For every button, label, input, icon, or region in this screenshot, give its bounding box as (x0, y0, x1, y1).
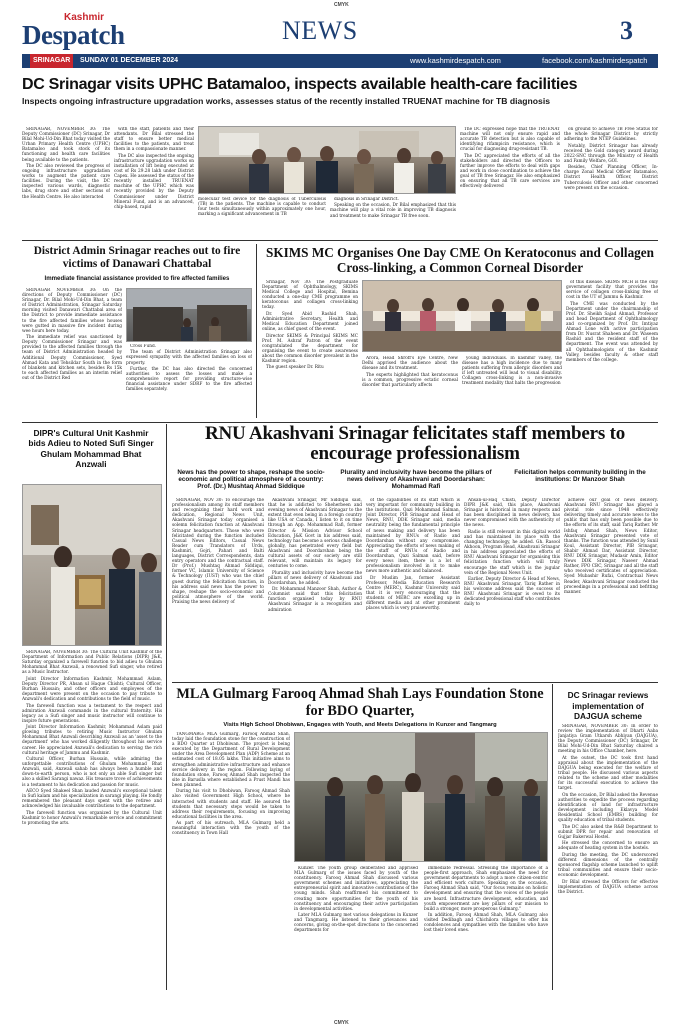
fire-paragraph: The team of District Administration Srinagar also expressed sympathy with the affected families on loss of property. (126, 350, 252, 366)
fire-headline: District Admin Srinagar reaches out to fire victims of Danawari Chattabal (33, 245, 241, 270)
rnu-subhead-1: News has the power to shape, reshape the socio-economic and political atmosphere of a country: Prof. (Dr.) Mushtaq Ahmad Siddique (177, 469, 325, 491)
fire-paragraph: Further, the DC has also directed the concerned authorities to assess the losses and make a comprehensive report for providing structure-wise financial assistance under SDRF to the fire affected families separately. (126, 366, 252, 393)
lead-paragraph: SRINAGAR, NOVEMBER 30: The Deputy Commissioner (DC) Srinagar, Dr Bilal Mohi-Ud-Din Bhat today visited the Urban Primary Health Centre (UPHC) Batamaloo and took stock of its functioning and health care facilities being available to the patients. (22, 127, 110, 163)
logo-top-text: Kashmir (64, 12, 105, 23)
section-divider (22, 240, 658, 241)
dajgua-paragraph: At the outset, the DC took first hand appraisal about the implementation of the DAJGUA being executed for the welfare of tribal people. He discussed various aspects related to the scheme and other modalities for its successful execution to achieve the target. (558, 755, 658, 792)
dipr-photo (22, 484, 162, 646)
website-link[interactable]: www.kashmirdespatch.com (410, 56, 501, 65)
mla-column-2 (294, 866, 418, 990)
logo-main-text: Despatch (22, 20, 125, 50)
rnu-column-5 (564, 498, 658, 678)
mla-photo-illustration (295, 733, 548, 862)
rnu-paragraph: achieve our goal of news delivery. Akashvani RNU Srinagar has played a pivotal role since 1948 effectively delivering timely and accurate news to the public that has only been possible due to the efforts of its staff, said Tariq Rather. Mr Ishfaq Ahmad Shah, News Editor, Akashvani Srinagar presented vote of thanks. The function was attended by Sunil Koul, Assistant Director, PIB Srinagar, Shabir Ahmad Dar, Assistant Director, RNU DDK Srinagar, Mudasir Amin, Editor News DDK Srinagar, Naseer Ahmad Rather, FPO CBC, Srinagar and all the staff who received certificates of appreciation. Syed Mubashir Rufai, Contractual News Reader, Akashvani Srinagar conducted the proceedings in a professional and befitting manner. (564, 498, 658, 595)
dajgua-paragraph: SRINAGAR, NOVEMBER 30: In order to review the implementation of Dharti Aaba Janjatiya Gram Utkarsh Abhiyan (DAJGUA), the Deputy Commissioner (DC) Srinagar, Dr Bilal Mohi-Ud-Din Bhat Saturday chaired a meeting in his Office Chamber, here. (558, 724, 658, 755)
dipr-paragraph: SRINAGAR, NOVEMBER 30: The Cultural Unit Kashmir of the Department of Information and Public Relations (DIPR) J&K, Saturday organized a farewell function to bid adieu to Ghulam Mohammad Bhat Anzwali, a renowned Sufi singer, who retired as a Music Instructor. (22, 650, 162, 676)
rnu-paragraph: SRINAGAR, NOV 30: To encourage the professionalism among its staff members and recognizing their hard work and dedication, Regional News Unit, Akashvani Srinagar today organised a solemn felicitation function at Akashvani Srinagar headquarters. Those who were felicitated during the function included Casual News Editors, Casual News Reader cum Translators of Urdu, Kashmiri, Gojri, Pahari and Balti languages, District Correspondents, data entry operators and the contractual staff. Dr (Prof.) Mushtaq Ahmad Siddiqui, former VC, Islamic University of Science & Technology (IUST) who was the chief guest during the felicitation function, in his address said news has the power to shape, reshape the socio-economic and political atmosphere of the world. Praising the news delivery of (172, 498, 264, 605)
dajgua-headline: DC Srinagar reviews implementation of DAJGUA scheme (567, 690, 649, 721)
lead-column-1 (22, 127, 110, 235)
fire-photo-illustration (127, 289, 252, 342)
skims-paragraph: The guest speaker Dr. Ritu (266, 365, 324, 371)
dajgua-paragraph: Dr Bilal stressed the Officers for effective implementation of DAJGUA scheme across the District. (558, 879, 658, 895)
rnu-column-4 (464, 498, 560, 678)
skims-photo (362, 280, 562, 352)
rnu-paragraph: Ahsan-ul-Haq Chisti, Deputy Director DIPR J&K said, this place, Akashvani Srinagar is historical in many respects and has been disciplined in news delivery, has never compromised with the authenticity of the news. (464, 498, 560, 529)
fire-photo (126, 288, 252, 342)
dajgua-column (558, 724, 658, 990)
fire-column-1 (22, 288, 122, 418)
masthead-logo (22, 10, 182, 54)
rnu-paragraph: Radio is still relevant in this digital world and has maintained its place with the changing technology, he added. Gh. Rasool Akhoon, Program Head, Akashvani Srinagar in his address appreciated the efforts of RNU Akashvani Srinagar for organising this felicitation function which will truly encourage the staff which is the jugular vein of the Regional News Unit. (464, 529, 560, 576)
mla-paragraph: immediate redressal. Stressing the importance of a people-first approach, Shah emphasized the need for government departments to adopt a more citizen-centric and efficient work culture. Speaking on the occasion, Farooq Ahmad Shah said, "Our focus remains on holistic development and ensuring that the voices of the people are heard. Infrastructure development, education, and youth empowerment are key pillars of our mission to build a stronger, more prosperous Gulmarg." (424, 866, 548, 912)
lead-column-5 (564, 127, 658, 237)
mla-photo (294, 732, 548, 862)
mla-paragraph: TANGMARG: MLA Gulmarg, Farooq Ahmad Shah, today laid the foundation stone for the construction of a BDO Quarter at Dhobiwan. The project is being executed by the Department of Rural Development under the Area Development Plan (ADP) Scheme at an estimated cost of 18.05 lakhs. This initiative aims to strengthen administrative infrastructure and enhance service delivery in the region. Following laying of foundation stone, Farooq Ahmad Shah inspected the site in Baruslla where established a Prust Mandi has been planned. (172, 732, 290, 788)
fire-column-2 (126, 344, 252, 418)
rnu-headline: RNU Akashvani Srinagar felicitates staff members to encourage professionalism (204, 423, 626, 464)
issue-date: SUNDAY 01 DECEMBER 2024 (80, 57, 179, 64)
skims-paragraph: The CME was conducted by the Department under the chairmanship of Prof. Dr. Sheikh Sajad Ahmad, Professor and head Department of Ophthalmology and co-organized by Prof. Dr. Imtiyaz Ahmad Lone with active participation from Dr. Nusrat Shaheen and Dr. Waseem Rashid and the resident staff of the department. The event was attended by all Ophthalmologists of the Kashmir Valley, besides faculty & other staff members of the college. (566, 301, 658, 363)
rnu-paragraph: Earlier, Deputy Director & Head of News, RNU Akashvani Srinagar, Tariq Rather in his welcome address said the success of RNU Akashvani Srinagar is owed to its dedicated professional staff who contributes daily to (464, 577, 560, 608)
mla-subhead: Visits High School Dhobiwan, Engages with Youth, and Meets Delegations in Kunzer and Tangmarg (223, 722, 497, 728)
lead-paragraph: The DC appreciated the efforts of all the stakeholders and directed the Officers to further improve the efforts to deal with gaps and work in close coordination to achieve the goal of TB free Srinagar. He also emphasized on ensuring that all TB care services are effectively delivered (460, 153, 560, 190)
skims-headline: SKIMS MC Organises One Day CME On Keratoconus and Collagen Cross-linking, a Common Corneal Disorder (266, 245, 654, 276)
mla-paragraph: During his visit to Dhobiwan, Farooq Ahmad Shah also visited Government High School, where he interacted with students and staff. He assured the students that necessary steps would be taken to address their requirements, focusing on improving educational facilities in the area. (172, 789, 290, 820)
dajgua-paragraph: The DC also asked the R&B Department to submit DPR for repair and renovation of Gujjar Bakerwal Hostel. (558, 824, 658, 840)
skims-column-4 (566, 280, 658, 420)
column-divider (256, 244, 257, 418)
mla-paragraph: Kunzer. The youth group deliberated and apprised MLA Gulmarg of the issues faced by youth of the constituency. Farooq Ahmad Shah discussed various government schemes and initiatives, appreciating the entrepreneurial spirit and innovative contributions of the young minds. Shah reaffirmed his commitment to creating more opportunities for the youth of his constituency and encouraging their active participation in developmental activities. (294, 866, 418, 912)
lead-photo-caption: molecular test device for the diagnosis of Tuberculosis (TB) in the patients. The machine is capable to conduct four tests simultaneously within approximately one hour, marking a significant advancement in TB (198, 197, 326, 218)
column-divider (552, 684, 553, 990)
lead-headline: DC Srinagar visits UPHC Batamaloo, inspects available health-care facilities (22, 76, 578, 93)
cmyk-marker-top: CMYK (334, 2, 349, 8)
dipr-photo-illustration (23, 485, 162, 646)
mla-column-3 (424, 866, 548, 990)
mla-column-1 (172, 732, 290, 990)
mla-paragraph: As part of his outreach, MLA Gulmarg held a meaningful interaction with the youth of the constituency in Town Hall (172, 821, 290, 837)
skims-paragraph: Director SKIMS & Principal SKIMS MC Prof. M. Ashraf Patron of the event congratulated the department for organising the event to create awareness about the common disorder prevalent in the Kashmir region. (262, 333, 358, 364)
lead-paragraph: on ground to achieve TB Free Status for the whole Srinagar District by strictly adhering to the NTEP Guidelines. (564, 127, 658, 143)
rnu-column-1 (172, 498, 264, 678)
dipr-paragraph: Joint Director Information Kashmir, Mohammad Aslam paid glowing tributes to retiring Music Instructor Ghulam Mohammad Bhat Anzwali describing Anzwali as an 'asset to the department' who has worked diligently throughout his service career. He appreciated Anzwali's dedication to serving the rich cultural heritage of Jammu and Kashmir. (22, 725, 162, 756)
rnu-paragraph: Akashvani Srinagar, Mr Siddiqui said, that he is addicted to Sheherbeen and evening news of Akashvani Srinagar to the extent that even being in a foreign country like USA or Canada, I listen to it on time through an App. Mohammad Rafi, former Director & Mission Advisor School Education, J&K Govt in his address said, technology has become a serious challenge globally, has penetrated every field but Akashvani and Doordarshan being the cultural assets of our society are still relevant, will maintain its legacy for centuries to come. (268, 498, 362, 570)
section-title: NEWS (282, 16, 358, 45)
lead-photo-illustration (199, 127, 456, 194)
skims-paragraph: Srinagar, Nov 30: The Postgraduate Department of Ophthalmology, SKIMS Medical College and Hospital, Bemina conducted a one-day CME programme on keratoconus and collagen cross-linking today. (262, 280, 358, 311)
rnu-paragraph: of the capabilities of its staff which is very important for community building in the institutions. Qazi Mohammad Salman, Joint Director, PIB Srinagar and Head of News, RNU, DDK Srinagar said, media neutrality being the fundamental principle of news making and delivery has been maintained by RNUs of Radio and Doordarshan without any compromise. Appreciating the efforts of news making of the staff of RNUs of Radio and Doordarshan, Qazi Salman said, before every news item, there is a lot of professionalism involved in it to make news more authentic and balanced. (366, 498, 460, 575)
dajgua-paragraph: During the meeting, the DC underscored different dimensions of the centrally sponsored flagship scheme launched to uplift tribal communities and ensure their socio-economic development. (558, 852, 658, 879)
mla-headline: MLA Gulmarg Farooq Ahmad Shah Lays Foundation Stone for BDO Quarter, (176, 686, 544, 719)
lead-column-3 (330, 197, 456, 237)
section-divider (172, 682, 658, 683)
rnu-column-3 (366, 498, 460, 678)
rnu-paragraph: Dr. Mohammad Manzoor Shah, Author & Columnist said that this felicitation function organised today by RNU Akashvani Srinagar is a recognition and admiration (268, 587, 362, 613)
date-bar (22, 54, 658, 68)
dipr-paragraph: The farewell function was organized by the Cultural Unit Kashmir to honor Anzwali's remarkable service and commitment to promoting the arts. (22, 810, 162, 826)
skims-paragraph: Arora, Head Shroff's Eye Centre, New Delhi apprised the audience about the disease and its treatment. (362, 356, 458, 372)
mla-paragraph: In addition, Farooq Ahmad Shah, MLA Gulmarg also visited Dedibagh and Chichilora villages to offer his condolences and sympathies with the families who have lost their loved ones. (424, 913, 548, 934)
skims-paragraph: young individuals. In kashmir valley, the disease has a high incidence due to many patients suffering from allergic disorders and if left untreated will lead to visual disability. Collagen cross-linking is a non-invasive treatment modality that halts the progression (462, 356, 562, 387)
lead-paragraph: Besides, Chief Planning Officer, In-charge Zonal Medical Officer Batamaloo, District Health Officer, District Tuberculosis Officer and other concerned were present on the occasion. (564, 165, 658, 191)
rnu-paragraph: Dr Muslim Jan, former Assistant Professor, Media Education Research Centre (MERC), Kashmir University said that it is very encouraging that the students of MERC are excelling up in different media and at other prominent places which is very praiseworthy. (366, 575, 460, 612)
rnu-paragraph: Plurality and inclusivity have become the pillars of news delivery of Akashvani and Doordarshan, he added. (268, 570, 362, 586)
skims-photo-illustration (363, 281, 562, 352)
lead-paragraph: The DC expressed hope that the TRUENAT machine will not only ensure rapid and accurate TB detection but is also capable of identifying rifampicin resistance, which is crucial for diagnosing drug-resistant TB. (460, 127, 560, 153)
fire-paragraph: Cross Fund. (130, 344, 157, 349)
dipr-paragraph: The farewell function was a testament to the respect and admiration Anzwali commands in the cultural fraternity. His legacy as a Sufi singer and music instructor will continue to inspire future generations. (22, 703, 162, 724)
rnu-subhead-3: Felicitation helps community building in the institutions: Dr Manzoor Shah (514, 469, 646, 484)
lead-subhead: Inspects ongoing infrastructure upgradation works, assesses status of the recently installed TRUENAT machine for TB diagnosis (22, 96, 550, 106)
mla-paragraph: Later MLA Gulmarg met various delegations in Kunzer and Tangmarg. He listened to their grievances and concerns, giving on-the-spot directions to the concerned departments for (294, 913, 418, 934)
skims-column-1 (262, 280, 358, 420)
fire-subhead: Immediate financial assistance provided to fire affected families (44, 275, 230, 282)
rnu-column-2 (268, 498, 362, 678)
dipr-paragraph: Cultural Officer, Burhan Hussain, while admiring the unforgettable contributions of Ghulam Mohammad Bhat Anzwali, said, Anzwali sahab has always been a humble and down-to-earth person, who is not only an able Sufi singer but also a skilled Sarangi nawaz. His treasure trove of achievements is a testament to his dedication and passion for music. (22, 757, 162, 788)
facebook-link[interactable]: facebook.com/kashmirdespatch (542, 56, 648, 65)
lead-paragraph: Speaking on the occasion, Dr Bilal emphasized that this machine will play a vital role in improving TB diagnosis and treatment to make Srinagar TB free soon. (330, 203, 456, 219)
lead-paragraph: with the staff, patients and their attendants. Dr Bilal stressed the staff to ensure better medical facilities to the patients, and treat them in a compassionate manner. (114, 127, 194, 153)
dipr-paragraph: Joint Director Information Kashmir, Mohammad Aslam, Deputy Director PR, Ahsan ul Haque Chishti; Cultural Officer, Burhan Hussain; and other officers and employees of the department were present on the occasion to pay tribute to Anzwali's dedication and contributions to the field of music. (22, 676, 162, 703)
lead-paragraph: diagnosis in Srinagar District. (334, 197, 399, 202)
lead-column-2 (114, 127, 194, 235)
lead-column-4 (460, 127, 560, 237)
skims-column-2 (362, 356, 458, 420)
lead-paragraph: The DC also reviewed the progress of ongoing infrastructure upgradation works to augment the patient care facilities. During the visit, the DC inspected various wards, diagnostic labs, drug store and other sections of the Health Centre. He also interacted (22, 163, 110, 200)
dajgua-paragraph: He stressed the concerned to ensure an adequate of heating system in the hostels. (558, 841, 658, 852)
lead-paragraph: The DC also inspected the ongoing infrastructure upgradation works on installation of lift being executed at cost of Rs 29.28 lakh under District Capex. He assessed the status of the recently installed TRUENAT machine of the UPHC which was recently provided by the Deputy Commissioner under District Mineral Fund, and is an advanced, chip-based, rapid (114, 153, 194, 210)
rnu-subhead-2: Plurality and inclusivity have become the pillars of news delivery of Akashvani and Doordarshan: Mohammad Rafi (340, 469, 492, 491)
lead-photo (198, 126, 456, 194)
column-divider (166, 424, 167, 990)
fire-paragraph: The immediate relief was sanctioned by Deputy Commissioner Srinagar and was provided to the affected families through the team of District Administration headed by Additional Deputy Commissioner, Syed Ahmad Kata and Tehsildar South in the form of blankets and kitchen sets, besides Rs 15k to each affected families as an interim relief out of the District Red (22, 335, 122, 381)
dajgua-paragraph: On the occasion, Dr Bilal asked the Revenue authorities to expedite the process regarding identification of land for infrastructure development including Eklavya Model Residential School (EMRS) building for quality education of tribal students. (558, 792, 658, 824)
dipr-paragraph: AECO Syed Shakeel Shan lauded Anzwali's exceptional talent in Sufi kalam and his specialization in sarangi playing. He fondly remembered the pleasant days spent with the retiree and acknowledged his invaluable contributions to the department. (22, 788, 162, 810)
skims-paragraph: of this disease. SKIMS MCH is the only government facility that provides the service of collagen cross-linking free of cost in the UT of Jammu & Kashmir. (566, 280, 658, 301)
dipr-column (22, 650, 162, 988)
city-label: SRINAGAR (30, 54, 73, 68)
skims-paragraph: The experts highlighted that keratoconus is a common, progressive ectatic corneal disorder that particularly affects (362, 372, 458, 388)
skims-paragraph: Dr. Syed Abid Rashid Shah, Administrative Secretary, Health and Medical Education Department joined online, as chief guest of the event. (262, 311, 358, 333)
cmyk-marker-bottom: CMYK (334, 1020, 349, 1026)
skims-column-3 (462, 356, 562, 420)
lead-paragraph: Notably, District Srinagar has already received the Gold category award during 2022-SNC through the Ministry of Health and Family Welfare, GOI. (564, 143, 658, 164)
page-number: 3 (620, 16, 633, 45)
fire-paragraph: SRINAGAR NOVEMBER 30: On the directions of Deputy Commissioner (DC) Srinagar, Dr. Bilal Mohi-Ud-Din Bhat, a team of District Administration, Srinagar Saturday morning visited Danawari Chattabal area of the District to provide immediate assistance to the fire affected families whose houses were gutted in massive fire incident during wee hours here today. (22, 288, 122, 334)
dipr-headline: DIPR's Cultural Unit Kashmir bids Adieu to Noted Sufi Singer Ghulam Mohammad Bhat Anzwali (28, 428, 154, 470)
